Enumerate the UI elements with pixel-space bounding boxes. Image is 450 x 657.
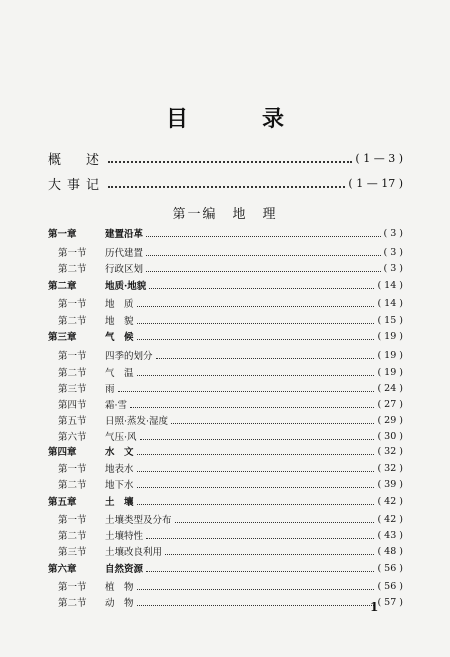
toc-section-number: 第一节 (58, 248, 87, 259)
leader-dots (137, 323, 375, 324)
toc-section-row[interactable] (48, 260, 403, 276)
leader-dots (175, 522, 375, 523)
toc-section-number: 第二节 (58, 531, 87, 542)
toc-section-number: 第一节 (58, 582, 87, 593)
toc-entry-name: 自然资源 (105, 564, 144, 575)
toc-section-number: 第一节 (58, 351, 87, 362)
toc-entry-page: ( 1 — 3 ) (355, 151, 403, 165)
toc-entry-page: ( 15 ) (377, 314, 403, 326)
leader-dots (118, 391, 375, 392)
toc-section-number: 第六章 (48, 564, 77, 575)
toc-section-row[interactable] (48, 594, 403, 610)
toc-section-number: 第四章 (48, 447, 77, 458)
toc-section-number: 第一节 (58, 464, 87, 475)
toc-chapter-row[interactable] (48, 493, 403, 509)
toc-entry-page: ( 24 ) (377, 382, 403, 394)
toc-entry-name: 地表水 (105, 464, 134, 475)
toc-section-row[interactable] (48, 412, 403, 428)
leader-dots (146, 255, 380, 256)
toc-section-row[interactable] (48, 428, 403, 444)
toc-section-number: 第二章 (48, 281, 77, 292)
toc-entry-name: 雨 (105, 384, 115, 395)
toc-section-number: 第五章 (48, 497, 77, 508)
toc-entry-name: 土壤类型及分布 (105, 515, 172, 526)
toc-entry-page: ( 30 ) (377, 430, 403, 442)
toc-entry-name: 气 温 (105, 368, 134, 379)
leader-dots (108, 161, 352, 163)
toc-section-row[interactable] (48, 460, 403, 476)
leader-dots (140, 439, 375, 440)
toc-section-number: 第四节 (58, 400, 87, 411)
toc-section-row[interactable] (48, 578, 403, 594)
toc-entry-page: ( 39 ) (377, 478, 403, 490)
toc-entry-label: 大事记 (48, 177, 106, 193)
toc-entry-page: ( 42 ) (377, 513, 403, 525)
toc-entry-name: 土壤改良利用 (105, 547, 163, 558)
leader-dots (137, 589, 375, 590)
leader-dots (108, 186, 345, 188)
toc-section-row[interactable] (48, 295, 403, 311)
leader-dots (149, 288, 374, 289)
toc-entry-page: ( 57 ) (377, 596, 403, 608)
toc-section-row[interactable] (48, 380, 403, 396)
toc-entry-page: ( 32 ) (377, 462, 403, 474)
leader-dots (137, 605, 375, 606)
toc-entry-page: ( 1 — 17 ) (348, 176, 403, 190)
leader-dots (137, 487, 375, 488)
toc-entry-name: 霜·雪 (105, 400, 128, 411)
leader-dots (146, 538, 374, 539)
toc-section-number: 第一节 (58, 515, 87, 526)
toc-section-row[interactable] (48, 511, 403, 527)
toc-section-row[interactable] (48, 364, 403, 380)
toc-chapter-row[interactable] (48, 277, 403, 293)
toc-section-number: 第二节 (58, 316, 87, 327)
leader-dots (156, 358, 375, 359)
toc-entry-page: ( 3 ) (383, 262, 403, 274)
toc-entry-page: ( 19 ) (377, 330, 403, 342)
toc-section-row[interactable] (48, 347, 403, 363)
toc-section-number: 第二节 (58, 264, 87, 275)
leader-dots (146, 236, 380, 237)
toc-entry-name: 动 物 (105, 598, 134, 609)
toc-section-number: 第三节 (58, 547, 87, 558)
leader-dots (146, 571, 374, 572)
toc-entry-page: ( 32 ) (377, 445, 403, 457)
toc-entry-name: 四季的划分 (105, 351, 153, 362)
toc-entry-page: ( 48 ) (377, 545, 403, 557)
toc-entry-name: 历代建置 (105, 248, 144, 259)
toc-entry-overview[interactable] (48, 148, 403, 168)
toc-section-row[interactable] (48, 476, 403, 492)
toc-entry-name: 行政区划 (105, 264, 144, 275)
toc-entry-page: ( 56 ) (377, 580, 403, 592)
leader-dots (137, 504, 375, 505)
toc-entry-page: ( 42 ) (377, 495, 403, 507)
toc-entry-name: 气 候 (105, 332, 134, 343)
toc-entry-page: ( 3 ) (383, 246, 403, 258)
toc-entry-name: 日照·蒸发·湿度 (105, 416, 169, 427)
leader-dots (137, 339, 375, 340)
part-title: 第一编 地 理 (172, 207, 278, 222)
toc-section-number: 第二节 (58, 368, 87, 379)
toc-entry-page: ( 19 ) (377, 349, 403, 361)
toc-section-number: 第二节 (58, 480, 87, 491)
toc-entry-name: 地质·地貌 (105, 281, 147, 292)
toc-entry-name: 建置沿革 (105, 229, 144, 240)
leader-dots (171, 423, 374, 424)
toc-entry-name: 地下水 (105, 480, 134, 491)
toc-section-row[interactable] (48, 543, 403, 559)
toc-entry-page: ( 3 ) (383, 227, 403, 239)
page-number: 1 (370, 600, 379, 614)
toc-entry-page: ( 56 ) (377, 562, 403, 574)
toc-entry-page: ( 19 ) (377, 366, 403, 378)
toc-entry-page: ( 27 ) (377, 398, 403, 410)
toc-entry-page: ( 29 ) (377, 414, 403, 426)
toc-section-number: 第三节 (58, 384, 87, 395)
toc-section-number: 第三章 (48, 332, 77, 343)
toc-entry-name: 土壤特性 (105, 531, 144, 542)
toc-entry-name: 地 貌 (105, 316, 134, 327)
toc-section-row[interactable] (48, 244, 403, 260)
toc-section-row[interactable] (48, 396, 403, 412)
leader-dots (137, 306, 375, 307)
toc-section-number: 第一章 (48, 229, 77, 240)
leader-dots (130, 407, 374, 408)
toc-entry-name: 植 物 (105, 582, 134, 593)
leader-dots (146, 271, 380, 272)
toc-chapter-row[interactable] (48, 328, 403, 344)
toc-section-number: 第五节 (58, 416, 87, 427)
toc-entry-label: 概 述 (48, 152, 106, 168)
leader-dots (165, 554, 374, 555)
toc-section-number: 第六节 (58, 432, 87, 443)
leader-dots (137, 454, 375, 455)
toc-entry-page: ( 43 ) (377, 529, 403, 541)
toc-section-row[interactable] (48, 312, 403, 328)
toc-entry-page: ( 14 ) (377, 297, 403, 309)
toc-chapter-row[interactable] (48, 560, 403, 576)
leader-dots (137, 471, 375, 472)
toc-section-number: 第二节 (58, 598, 87, 609)
toc-entry-chronicle[interactable] (48, 173, 403, 193)
toc-section-row[interactable] (48, 527, 403, 543)
toc-entry-name: 气压·风 (105, 432, 137, 443)
toc-section-number: 第一节 (58, 299, 87, 310)
toc-entry-name: 土 壤 (105, 497, 134, 508)
leader-dots (137, 375, 375, 376)
toc-chapter-row[interactable] (48, 225, 403, 241)
toc-entry-page: ( 14 ) (377, 279, 403, 291)
page-title: 目 录 (165, 106, 310, 132)
toc-entry-name: 地 质 (105, 299, 134, 310)
toc-entry-name: 水 文 (105, 447, 134, 458)
toc-chapter-row[interactable] (48, 443, 403, 459)
